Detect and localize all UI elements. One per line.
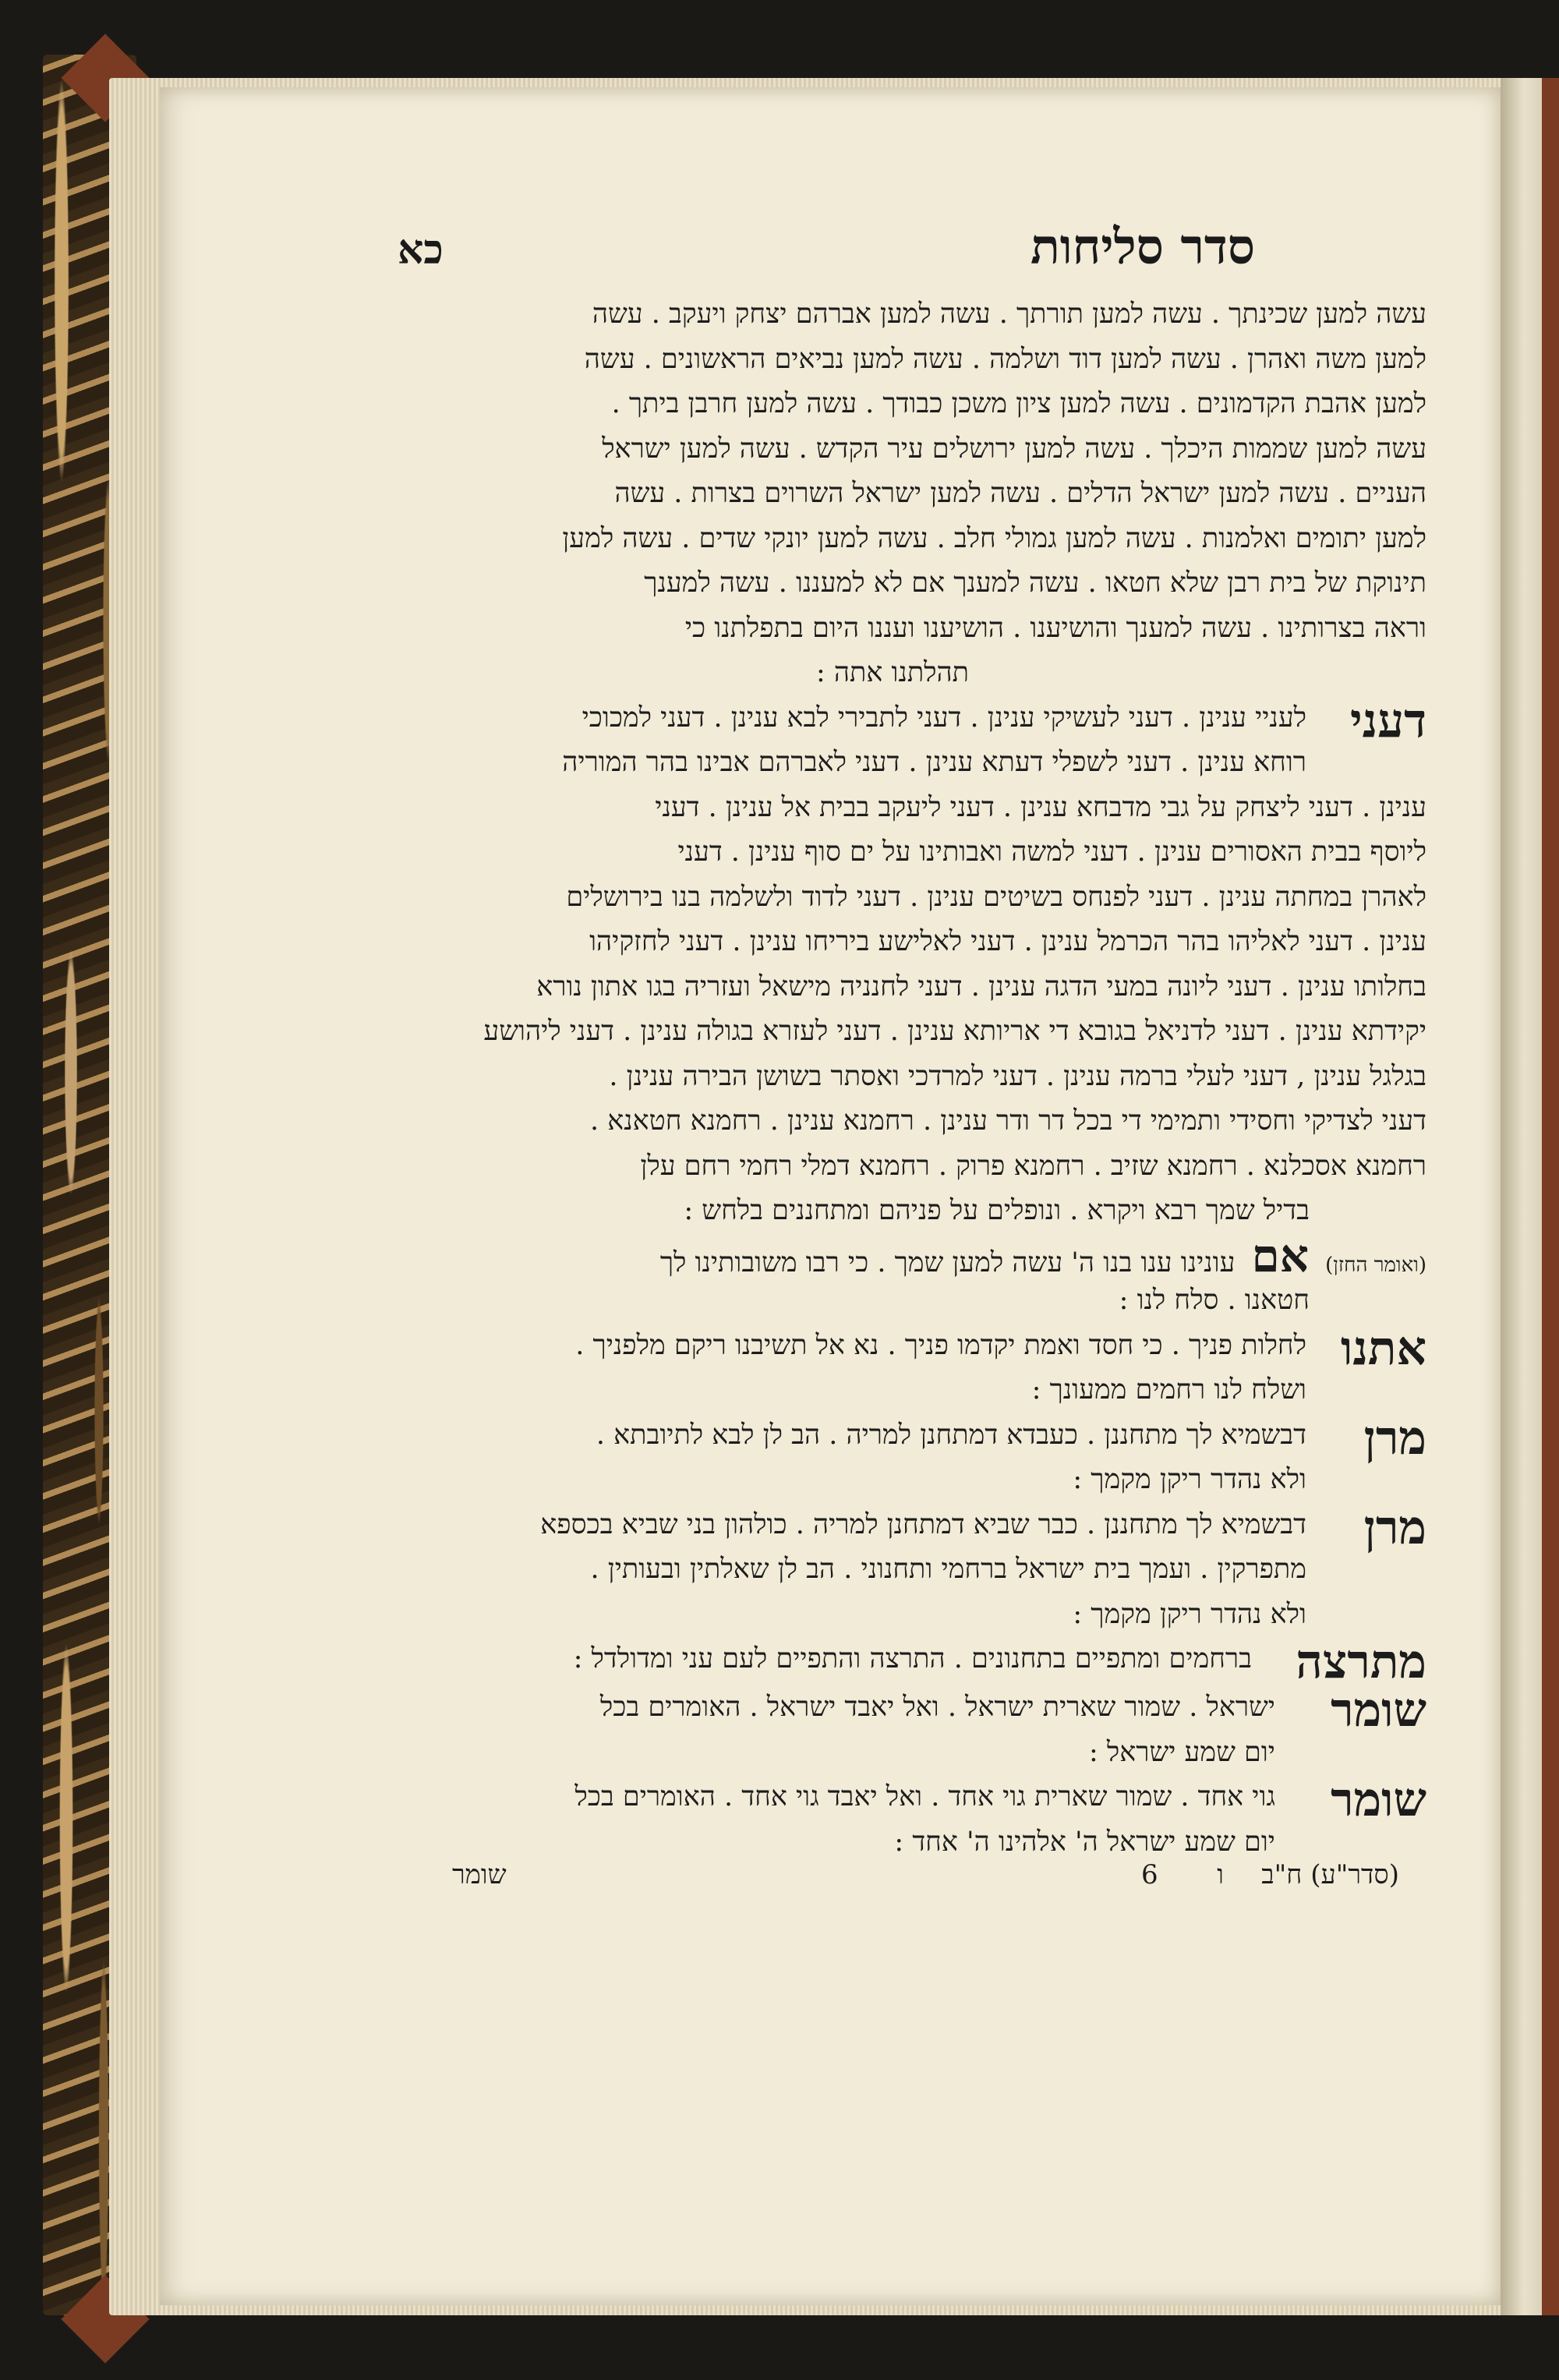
text-line: ישראל . שמור שארית ישראל . ואל יאבד ישראל . האומרים בכל (599, 1692, 1275, 1723)
text-line (359, 1234, 1426, 1279)
text-line: ענינן . דעני לאליהו בהר הכרמל ענינן . דעני לאלישע ביריחו ענינן . דעני לחזקיהו (589, 926, 1426, 957)
section-im (359, 1234, 1426, 1324)
running-title: סדר סליחות (1030, 218, 1255, 275)
text-line: עשה למען שכינתך . עשה למען תורתך . עשה למען אברהם יצחק ויעקב . עשה (592, 299, 1426, 330)
text-line: מתפרקין . ועמך בית ישראל ברחמי ותחנוני . הב לן שאלתין ובעותין . (590, 1554, 1306, 1585)
signature-mark: (סדר"ע) ח"ב (1261, 1859, 1399, 1890)
section-heading: מתרצה (1296, 1635, 1426, 1689)
facing-page-edge (1501, 78, 1559, 2315)
section-heading: שומר (1331, 1683, 1426, 1738)
text-line: בגלגל ענינן , דעני לעלי ברמה ענינן . דעני למרדכי ואסתר בשושן הבירה ענינן . (609, 1060, 1426, 1092)
text-line: למען משה ואהרן . עשה למען דוד ושלמה . עשה למען נביאים הראשונים . עשה (584, 343, 1426, 375)
page-body (359, 292, 1426, 1865)
section-body (359, 696, 1306, 786)
section-body (359, 1234, 1426, 1324)
text-line: ברחמים ומתפיים בתחנונים . התרצה והתפיים לעם עני ומדולדל : (573, 1643, 1252, 1674)
text-line: העניים . עשה למען ישראל הדלים . עשה למען ישראל השרוים בצרות . עשה (614, 478, 1426, 509)
text-line: בחלותו ענינן . דעני ליונה במעי הדגה ענינן . דעני לחנניה מישאל ועזריה בגו אתון נורא (536, 971, 1426, 1003)
text-line: ושלח לנו רחמים ממעונך : (1031, 1374, 1306, 1406)
text-line: יום שמע ישראל ה' אלהינו ה' אחד : (894, 1826, 1275, 1858)
section-shomer-2 (359, 1775, 1426, 1865)
page-footer (366, 1859, 1434, 1906)
section-mitratzeh (359, 1635, 1426, 1689)
text-line: דבשמיא לך מתחננן . כעבדא דמתחנן למריה . הב לן לבא לתיובתא . (596, 1419, 1306, 1451)
section-atanu (359, 1321, 1426, 1413)
text-line: למען אהבת הקדמונים . עשה למען ציון משכן כבודך . עשה למען חרבן ביתך . (611, 388, 1426, 419)
text-line: רוחא ענינן . דעני לשפלי דעתא ענינן . דעני לאברהם אבינו בהר המוריה (562, 747, 1306, 778)
text-line: עשה למען שממות היכלך . עשה למען ירושלים עיר הקדש . עשה למען ישראל (602, 433, 1426, 465)
text-line: יקידתא ענינן . דעני לדניאל בגובא די אריותא ענינן . דעני לעזרא בגולה ענינן . דעני ליהושע (483, 1016, 1426, 1047)
text-line: יום שמע ישראל : (1088, 1736, 1275, 1768)
text-line: בדיל שמך רבא ויקרא . ונופלים על פניהם ומתחננים בלחש : (684, 1195, 1310, 1226)
text-line: וראה בצרותינו . עשה למענך והושיענו . הושיענו ועננו היום בתפלתנו כי (684, 612, 1426, 644)
text-line: תהלתנו אתה : (815, 657, 970, 688)
intro-paragraph (359, 292, 1426, 696)
section-body (359, 1775, 1275, 1865)
text-line: לחלות פניך . כי חסד ואמת יקדמו פניך . נא אל תשיבנו ריקם מלפניך . (575, 1329, 1306, 1361)
section-deani-continued (359, 786, 1426, 1234)
section-body (359, 1324, 1306, 1413)
text-line: חטאנו . סלח לנו : (1119, 1285, 1310, 1316)
page-header (366, 218, 1434, 288)
text-line: ענינן . דעני ליצחק על גבי מדבחא ענינן . דעני ליעקב בבית אל ענינן . דעני (655, 791, 1426, 823)
catchword: שומר (452, 1859, 507, 1890)
text-line: ליוסף בבית האסורים ענינן . דעני למשה ואבותינו על ים סוף ענינן . דעני (677, 836, 1426, 868)
section-shomer-1 (359, 1685, 1426, 1775)
section-maran-1 (359, 1410, 1426, 1503)
text-line: ולא נהדר ריקן מקמך : (1073, 1464, 1306, 1495)
section-heading: אם (1251, 1233, 1309, 1278)
text-line: דבשמיא לך מתחננן . כבר שביא דמתחנן למריה . כולהון בני שביא בכספא (540, 1508, 1306, 1540)
section-heading: אתנו (1341, 1321, 1426, 1376)
sheet-digit: 6 (1141, 1859, 1158, 1890)
text-line: ולא נהדר ריקן מקמך : (1073, 1598, 1306, 1630)
sheet-number (1141, 1859, 1224, 1890)
text-line: רחמנא אסכלנא . רחמנא שזיב . רחמנא פרוק . רחמנא דמלי רחמי רחם עלן (640, 1150, 1426, 1182)
section-body (359, 1637, 1252, 1682)
sheet-letter: ו (1217, 1859, 1224, 1890)
section-heading: דעני (1349, 693, 1426, 748)
section-maran-2 (359, 1500, 1426, 1638)
section-body (359, 1685, 1275, 1775)
text-line: לאהרן במחתה ענינן . דעני לפנחס בשיטים ענינן . דעני לדוד ולשלמה בנו בירושלים (566, 881, 1426, 913)
text-line: תינוקת של בית רבן שלא חטאו . עשה למענך אם לא למעננו . עשה למענך (644, 568, 1426, 599)
text-span: עונינו ענו בנו ה' עשה למען שמך . כי רבו משובותינו לך (659, 1247, 1236, 1278)
page-number: כא (398, 226, 444, 274)
text-line: למען יתומים ואלמנות . עשה למען גמולי חלב . עשה למען יונקי שדים . עשה למען (562, 522, 1426, 554)
text-line: לעניי ענינן . דעני לעשיקי ענינן . דעני לתבירי לבא ענינן . דעני למכוכי (582, 702, 1306, 734)
section-body (359, 1413, 1306, 1503)
section-heading: מרן (1363, 1410, 1426, 1466)
text-line: גוי אחד . שמור שארית גוי אחד . ואל יאבד גוי אחד . האומרים בכל (574, 1781, 1275, 1812)
section-heading: מרן (1363, 1500, 1426, 1555)
rubric-note: (ואומר החזן) (1325, 1253, 1426, 1277)
section-heading: שומר (1331, 1773, 1426, 1827)
section-body (359, 1503, 1306, 1638)
section-deani (359, 693, 1426, 786)
text-line: דעני לצדיקי וחסידי ותמימי די בכל דר ודר ענינן . רחמנא ענינן . רחמנא חטאנא . (589, 1105, 1426, 1137)
